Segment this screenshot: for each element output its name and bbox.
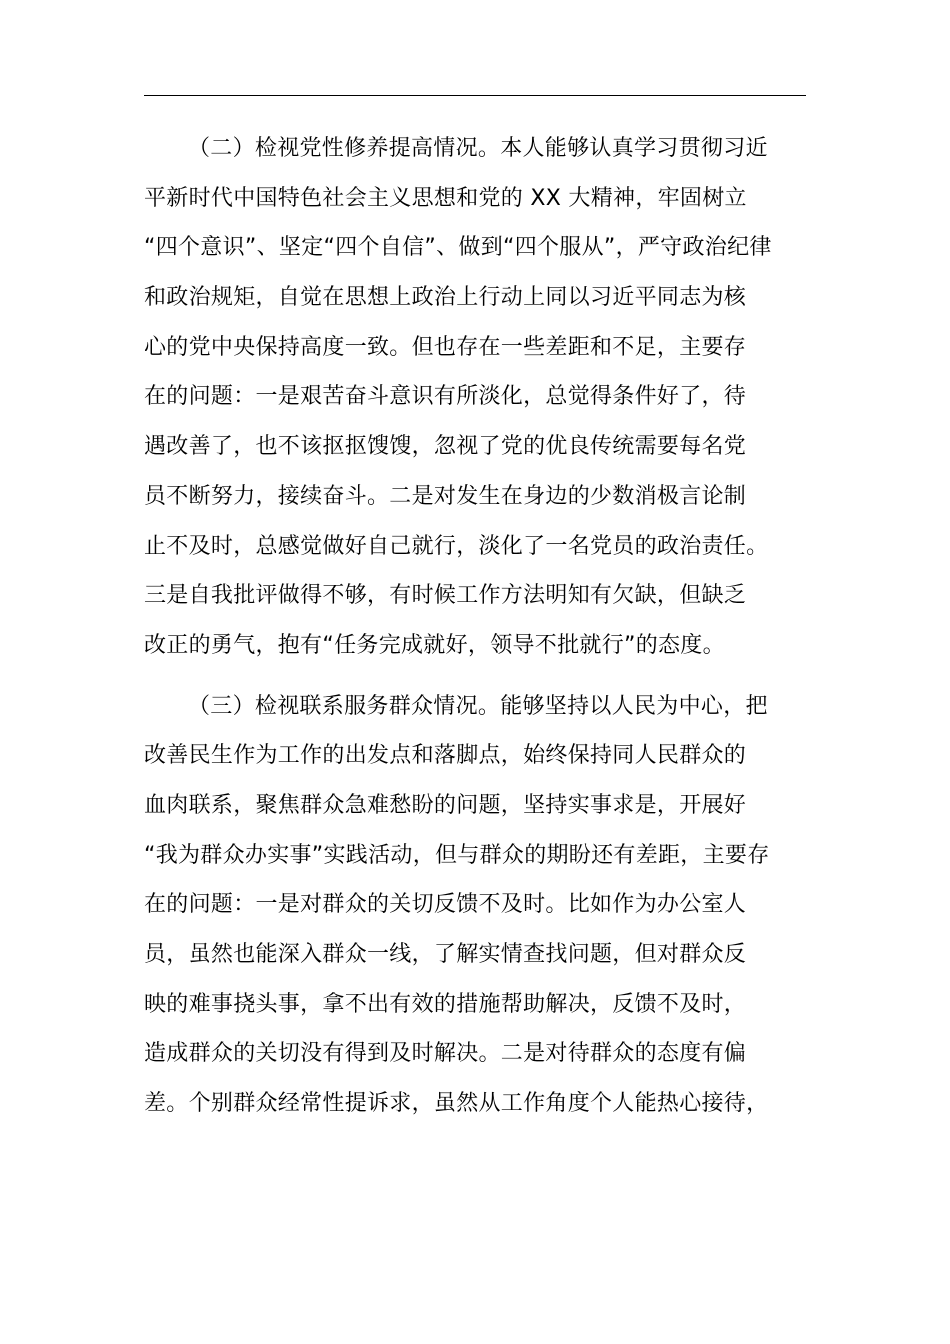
paragraph-line: 三是自我批评做得不够，有时候工作方法明知有欠缺，但缺乏 [144,583,747,609]
document-body [144,124,806,1129]
paragraph-line: 映的难事挠头事，拿不出有效的措施帮助解决，反馈不及时， [144,991,747,1017]
paragraph-line: 差。个别群众经常性提诉求，虽然从工作角度个人能热心接待， [144,1091,769,1117]
paragraph-line: “我为群众办实事”实践活动，但与群众的期盼还有差距，主要存 [144,842,770,868]
paragraph-line: 和政治规矩，自觉在思想上政治上行动上同以习近平同志为核 [144,285,747,311]
paragraph-line: 员，虽然也能深入群众一线，了解实情查找问题，但对群众反 [144,942,747,967]
paragraph-line: 遇改善了，也不该抠抠馊馊，忽视了党的优良传统需要每名党 [144,434,747,460]
paragraph-line: 员不断努力，接续奋斗。二是对发生在身边的少数消极言论制 [144,483,747,509]
paragraph-self-review-party-spirit [144,124,806,671]
header-rule [144,95,806,96]
paragraph-line: （二）检视党性修养提高情况。本人能够认真学习贯彻习近 [188,136,768,161]
paragraph-line: 血肉联系，聚焦群众急难愁盼的问题，坚持实事求是，开展好 [144,792,747,818]
paragraph-line: 在的问题：一是对群众的关切反馈不及时。比如作为办公室人 [144,892,747,918]
paragraph-line: 平新时代中国特色社会主义思想和党的 XX 大精神，牢固树立 [144,185,747,211]
paragraph-line: （三）检视联系服务群众情况。能够坚持以人民为中心，把 [188,693,768,719]
paragraph-line: 在的问题：一是艰苦奋斗意识有所淡化，总觉得条件好了，待 [144,384,747,410]
paragraph-spacer [144,671,806,682]
paragraph-line: 止不及时，总感觉做好自己就行，淡化了一名党员的政治责任。 [144,533,769,559]
paragraph-line: 改善民生作为工作的出发点和落脚点，始终保持同人民群众的 [144,743,747,769]
paragraph-self-review-serving-masses [144,682,806,1129]
paragraph-line: 改正的勇气，抱有“任务完成就好，领导不批就行”的态度。 [144,632,725,658]
paragraph-line: 心的党中央保持高度一致。但也存在一些差距和不足，主要存 [144,334,747,360]
paragraph-line: “四个意识”、坚定“四个自信”、做到“四个服从”，严守政治纪律 [144,235,772,261]
paragraph-line: 造成群众的关切没有得到及时解决。二是对待群众的态度有偏 [144,1041,747,1067]
